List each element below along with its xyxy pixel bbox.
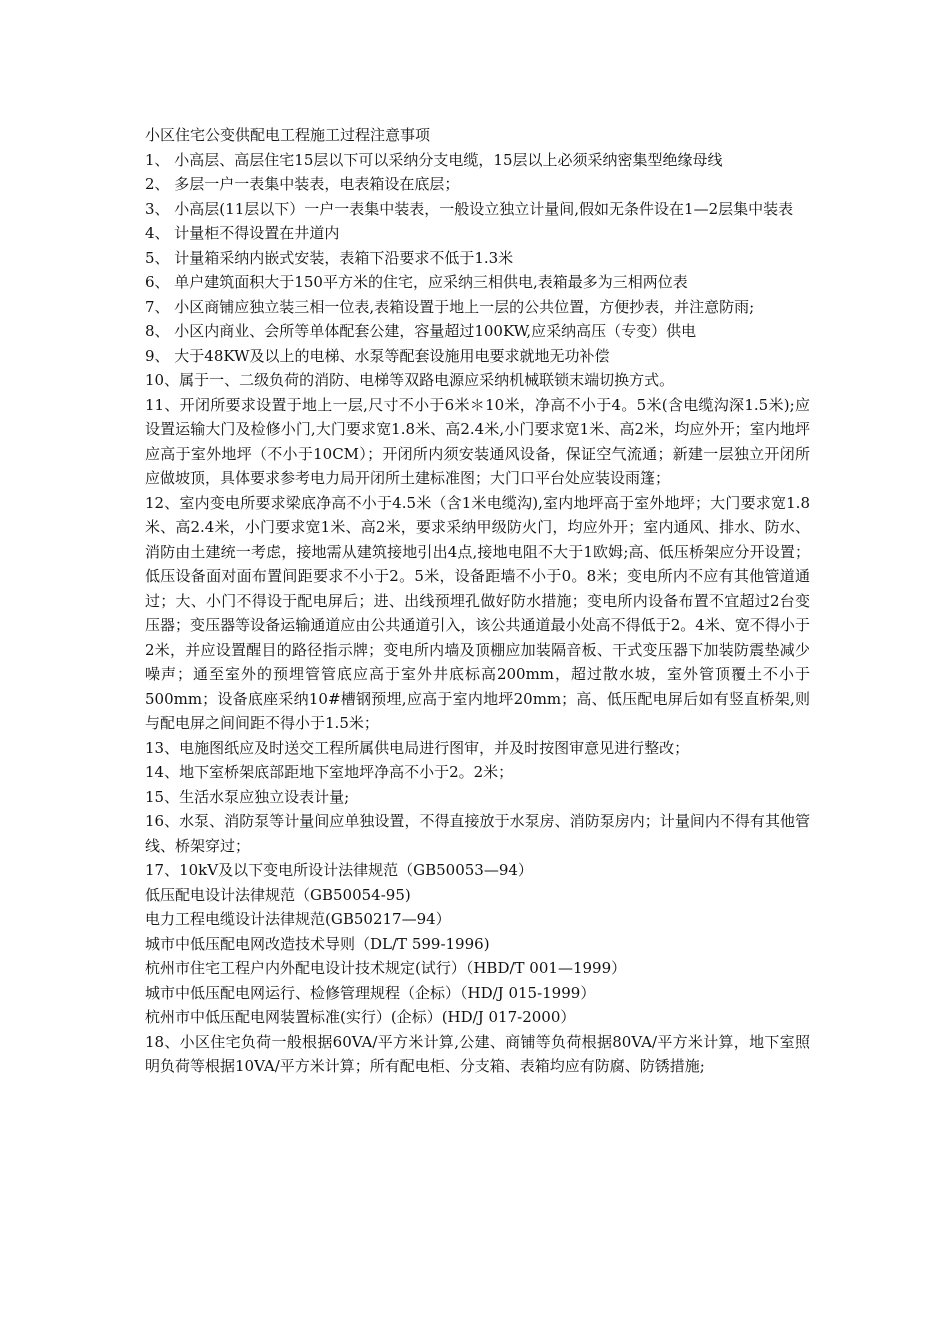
document-title: 小区住宅公变供配电工程施工过程注意事项: [145, 126, 431, 144]
list-item-2: 2、 多层一户一表集中装表，电表箱设在底层；: [145, 175, 460, 193]
list-item-3: 3、 小高层(11层以下）一户一表集中装表，一般设立独立计量间,假如无条件设在1—2层集中装表: [145, 199, 794, 218]
list-item-10: 10、属于一、二级负荷的消防、电梯等双路电源应采纳机械联锁末端切换方式。: [145, 371, 675, 389]
list-item-16: 16、水泵、消防泵等计量间应单独设置，不得直接放于水泵房、消防泵房内；计量间内不得有其他管线、桥架穿过；: [145, 812, 810, 855]
standard-reference: 低压配电设计法律规范（GB50054-95): [145, 885, 411, 904]
list-item-11: 11、开闭所要求设置于地上一层,尺寸不小于6米＊10米，净高不小于4。5米(含电缆沟深1.5米);应设置运输大门及检修小门,大门要求宽1.8米、高2.4米,小门要求宽1米、高2米，均应外开；室内地坪应高于室外地坪（不小于10CM）；开闭所内须安装通风设备，保证空气流通；新建一层独立开闭所应做坡顶，具体要求参考电力局开闭所土建标准图；大门口平台处应装设雨篷；: [145, 395, 810, 487]
list-item-18: 18、小区住宅负荷一般根据60VA/平方米计算,公建、商铺等负荷根据80VA/平方米计算，地下室照明负荷等根据10VA/平方米计算；所有配电柜、分支箱、表箱均应有防腐、防锈措施;: [145, 1032, 810, 1075]
list-item-7: 7、 小区商铺应独立装三相一位表,表箱设置于地上一层的公共位置，方便抄表，并注意防雨;: [145, 297, 755, 316]
standard-reference: 城市中低压配电网改造技术导则（DL/T 599-1996): [145, 934, 490, 953]
list-item-12: 12、室内变电所要求梁底净高不小于4.5米（含1米电缆沟),室内地坪高于室外地坪；大门要求宽1.8米、高2.4米，小门要求宽1米、高2米，要求采纳甲级防火门，均应外开；室内通风、排水、防水、消防由土建统一考虑，接地需从建筑接地引出4点,接地电阻不大于1欧姆;高、低压桥架应分开设置；低压设备面对面布置间距要求不小于2。5米，设备距墙不小于0。8米；变电所内不应有其他管道通过；大、小门不得设于配电屏后；进、出线预埋孔做好防水措施；变电所内设备布置不宜超过2台变压器；变压器等设备运输通道应由公共通道引入，该公共通道最小处高不得低于2。4米、宽不得小于2米，并应设置醒目的路径指示牌；变电所内墙及顶棚应加装隔音板、干式变压器下加装防震垫减少噪声；通至室外的预埋管管底应高于室外井底标高200mm，超过散水坡，室外管顶覆土不小于500mm；设备底座采纳10#槽钢预埋,应高于室内地坪20mm；高、低压配电屏后如有竖直桥架,则与配电屏之间间距不得小于1.5米；: [145, 493, 810, 732]
standard-reference: 电力工程电缆设计法律规范(GB50217—94）: [145, 910, 451, 928]
list-item-1: 1、 小高层、高层住宅15层以下可以采纳分支电缆，15层以上必须采纳密集型绝缘母线: [145, 150, 723, 169]
document-body: [145, 123, 810, 1079]
list-item-14: 14、地下室桥架底部距地下室地坪净高不小于2。2米；: [145, 763, 514, 781]
list-item-5: 5、 计量箱采纳内嵌式安装，表箱下沿要求不低于1.3米: [145, 248, 514, 267]
standard-reference: 杭州市住宅工程户内外配电设计技术规定(试行）（HBD/T 001—1999）: [145, 959, 627, 977]
list-item-4: 4、 计量柜不得设置在井道内: [145, 224, 340, 242]
standard-reference: 杭州市中低压配电网装置标准(实行）(企标）(HD/J 017-2000）: [145, 1008, 576, 1026]
standard-reference: 城市中低压配电网运行、检修管理规程（企标）（HD/J 015-1999）: [145, 983, 596, 1002]
list-item-17: 17、10kV及以下变电所设计法律规范（GB50053—94）: [145, 861, 533, 879]
list-item-13: 13、电施图纸应及时送交工程所属供电局进行图审，并及时按图审意见进行整改；: [145, 738, 690, 757]
list-item-15: 15、生活水泵应独立设表计量;: [145, 787, 350, 806]
list-item-9: 9、 大于48KW及以上的电梯、水泵等配套设施用电要求就地无功补偿: [145, 346, 610, 365]
list-item-8: 8、 小区内商业、会所等单体配套公建，容量超过100KW,应采纳高压（专变）供电: [145, 322, 697, 340]
list-item-6: 6、 单户建筑面积大于150平方米的住宅，应采纳三相供电,表箱最多为三相两位表: [145, 273, 688, 291]
